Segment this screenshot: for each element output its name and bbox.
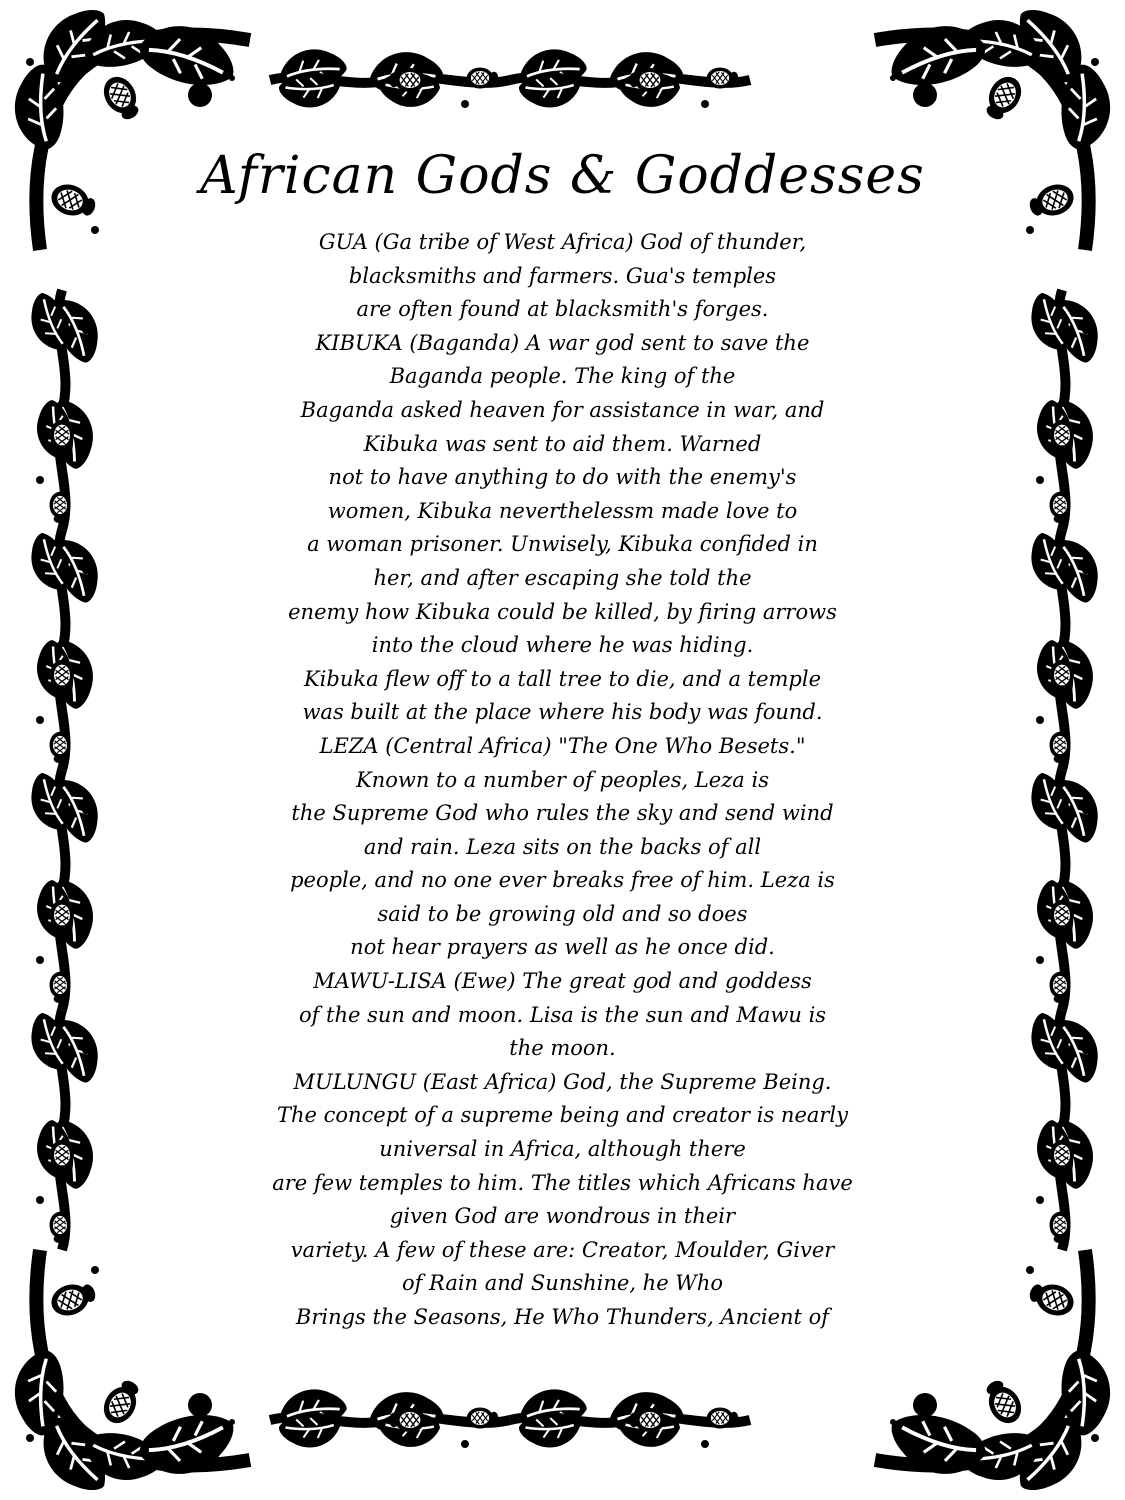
text-line: of Rain and Sunshine, he Who	[401, 1271, 724, 1296]
text-line: GUA (Ga tribe of West Africa) God of thunder,	[318, 230, 807, 254]
text-line: into the cloud where he was hiding.	[371, 633, 754, 658]
text-line: are often found at blacksmith's forges.	[356, 297, 769, 322]
text-line: the Supreme God who rules the sky and send wind	[291, 801, 834, 826]
text-line: MULUNGU (East Africa) God, the Supreme Being.	[293, 1069, 832, 1094]
text-line: are few temples to him. The titles which Africans have	[272, 1170, 853, 1195]
text-line: a woman prisoner. Unwisely, Kibuka confided in	[307, 532, 818, 557]
text-line: was built at the place where his body was found.	[302, 700, 823, 725]
body-text	[195, 226, 930, 1335]
text-line: Kibuka was sent to aid them. Warned	[363, 431, 762, 456]
text-line: people, and no one ever breaks free of him. Leza is	[290, 868, 835, 893]
text-line: her, and after escaping she told the	[373, 565, 752, 590]
text-line: Known to a number of peoples, Leza is	[356, 767, 769, 792]
text-line: said to be growing old and so does	[377, 901, 748, 926]
text-line: The concept of a supreme being and creator is nearly	[276, 1103, 849, 1128]
text-line: Baganda people. The king of the	[389, 364, 736, 389]
text-line: not hear prayers as well as he once did.	[350, 935, 775, 960]
text-line: enemy how Kibuka could be killed, by firing arrows	[288, 599, 837, 624]
text-line: variety. A few of these are: Creator, Moulder, Giver	[290, 1237, 835, 1262]
text-line: and rain. Leza sits on the backs of all	[363, 834, 762, 859]
text-line: Kibuka flew off to a tall tree to die, and a temple	[303, 666, 822, 691]
text-line: blacksmiths and farmers. Gua's temples	[348, 263, 777, 288]
text-line: women, Kibuka neverthelessm made love to	[327, 498, 798, 523]
text-line: MAWU-LISA (Ewe) The great god and goddess	[313, 969, 812, 994]
text-line: of the sun and moon. Lisa is the sun and Mawu is	[298, 1002, 827, 1027]
text-line: given God are wondrous in their	[389, 1204, 736, 1229]
text-line: KIBUKA (Baganda) A war god sent to save the	[315, 330, 810, 355]
text-line: LEZA (Central Africa) "The One Who Besets."	[319, 733, 806, 758]
text-line: the moon.	[509, 1036, 616, 1061]
text-line: Brings the Seasons, He Who Thunders, Ancient of	[295, 1305, 830, 1329]
text-line: universal in Africa, although there	[379, 1137, 746, 1162]
text-line: Baganda asked heaven for assistance in war, and	[300, 397, 825, 422]
page-title: African Gods & Goddesses	[200, 146, 925, 206]
text-line: not to have anything to do with the enemy's	[328, 465, 797, 490]
